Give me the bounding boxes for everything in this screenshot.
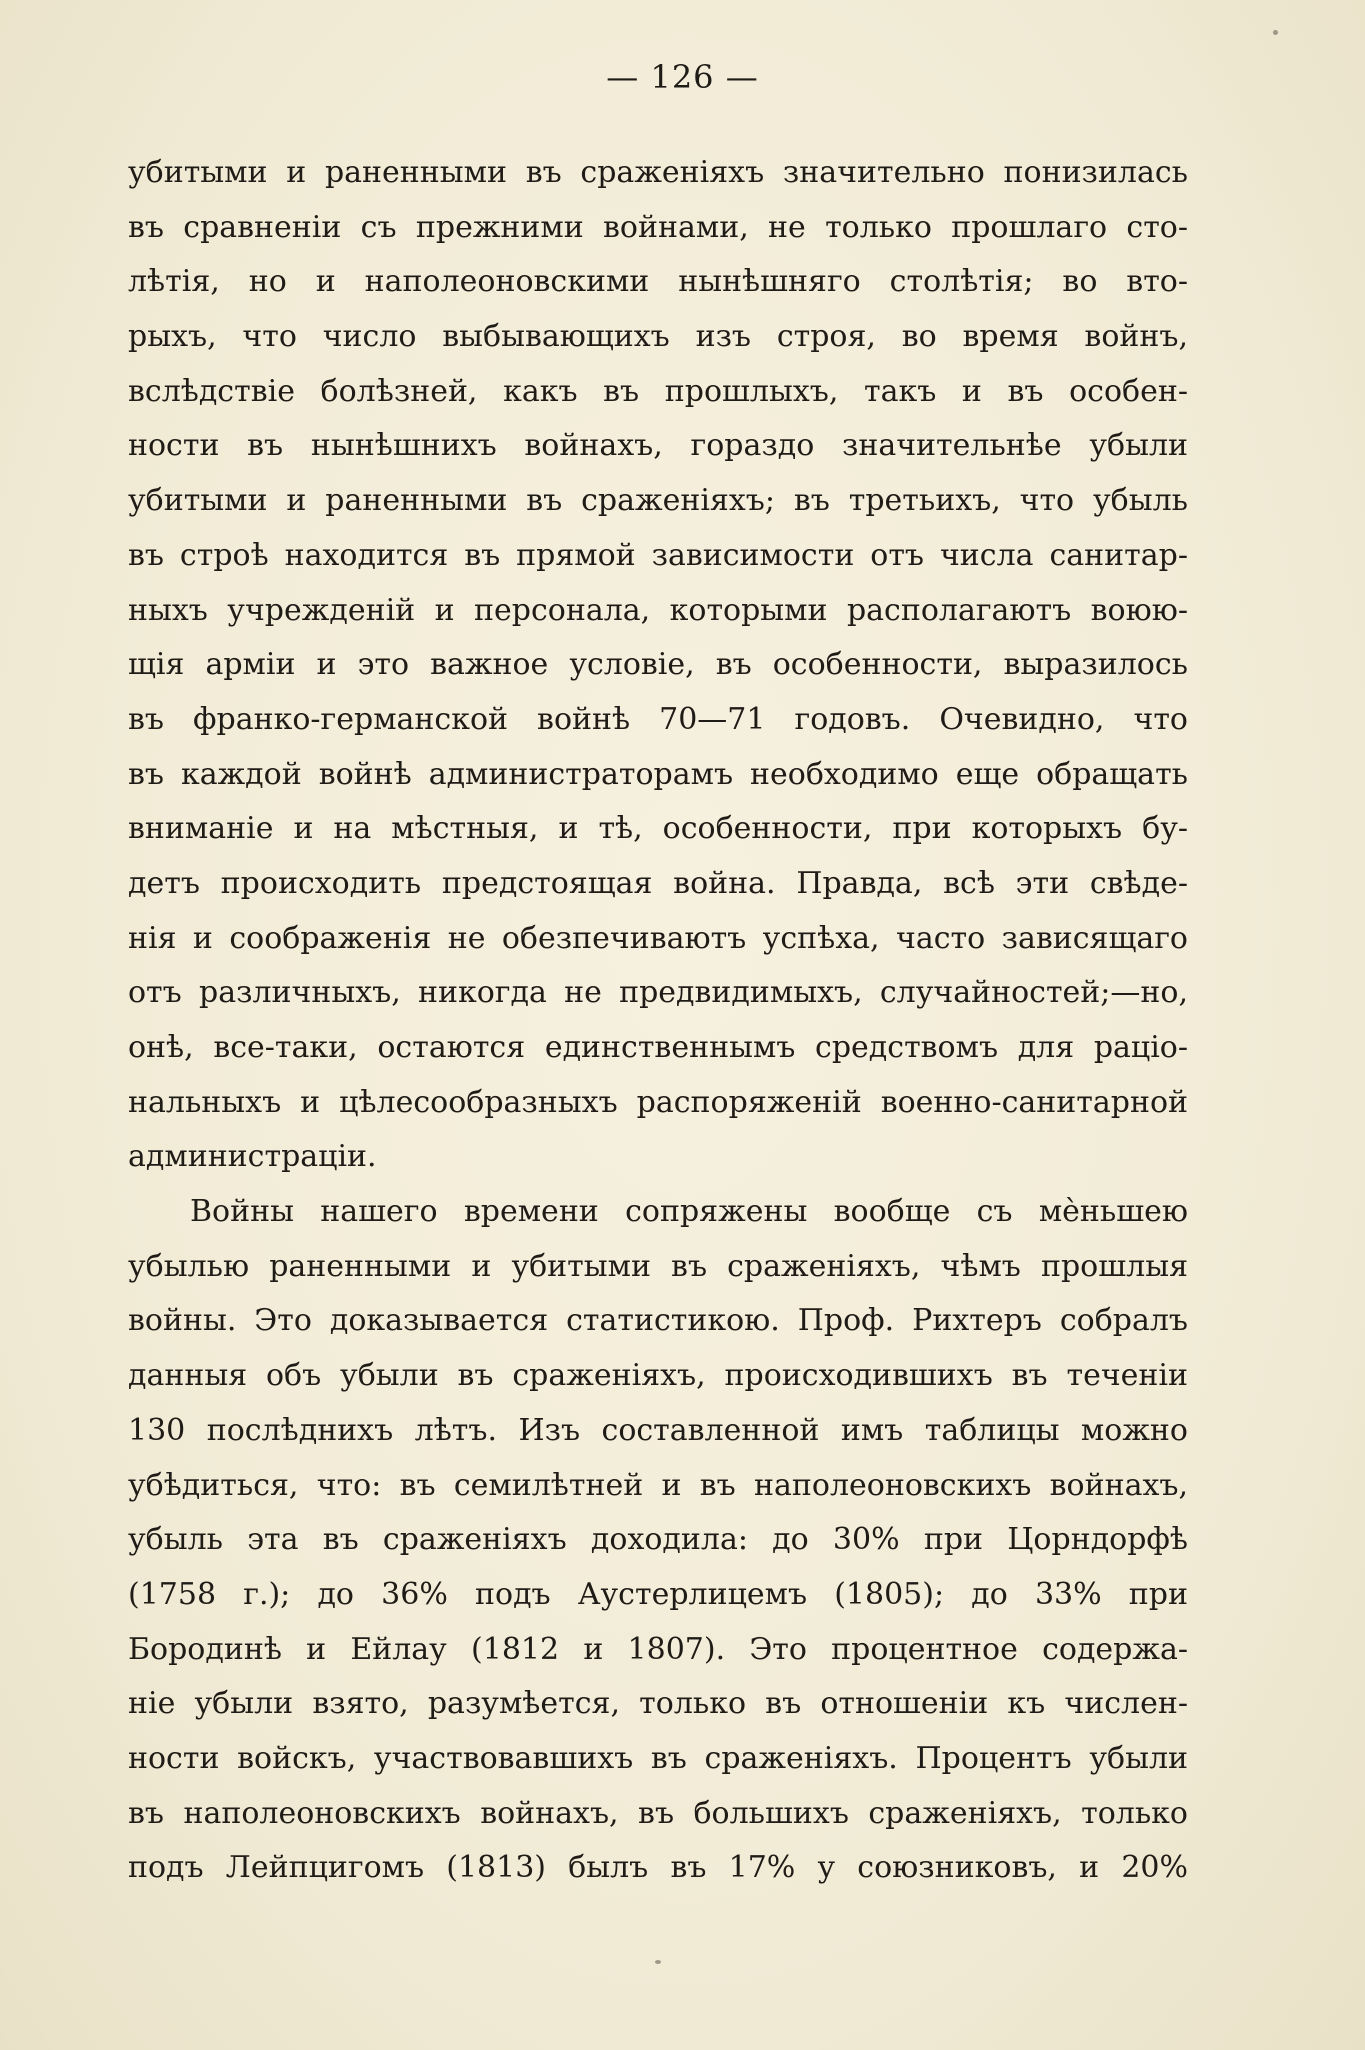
- text-line: убылью раненными и убитыми въ сраженіяхъ, чѣмъ прошлыя: [128, 1248, 1188, 1284]
- paragraph-1: [128, 146, 1188, 1185]
- text-line: щія арміи и это важное условіе, въ особенности, выразилось: [128, 647, 1188, 683]
- paragraph-2: [128, 1185, 1188, 1896]
- text-line: убыль эта въ сраженіяхъ доходила: до 30% при Цорндорфѣ: [128, 1522, 1188, 1558]
- text-line: (1758 г.); до 36% подъ Аустерлицемъ (1805); до 33% при: [128, 1576, 1188, 1612]
- text-line: данныя объ убыли въ сраженіяхъ, происходившихъ въ теченіи: [128, 1358, 1188, 1394]
- text-line: Бородинѣ и Ейлау (1812 и 1807). Это процентное содержа-: [128, 1631, 1188, 1667]
- paper-speck: [655, 1960, 661, 1964]
- text-line: нія и соображенія не обезпечиваютъ успѣха, часто зависящаго: [128, 920, 1188, 956]
- text-line: лѣтія, но и наполеоновскими нынѣшняго столѣтія; во вто-: [128, 264, 1188, 300]
- text-line: въ сравненіи съ прежними войнами, не только прошлаго сто-: [128, 209, 1188, 245]
- text-line: ности въ нынѣшнихъ войнахъ, гораздо значительнѣе убыли: [128, 428, 1188, 464]
- page-number: — 126 —: [606, 58, 759, 96]
- text-line: администраціи.: [128, 1139, 377, 1175]
- paper-speck: [1273, 30, 1278, 35]
- text-line: рыхъ, что число выбывающихъ изъ строя, во время войнъ,: [128, 319, 1188, 355]
- text-line: онѣ, все-таки, остаются единственнымъ средствомъ для раціо-: [128, 1030, 1188, 1065]
- text-line: вниманіе и на мѣстныя, и тѣ, особенности, при которыхъ бу-: [128, 811, 1188, 847]
- text-line: въ наполеоновскихъ войнахъ, въ большихъ сраженіяхъ, только: [128, 1795, 1188, 1831]
- text-line: убитыми и раненными въ сраженіяхъ; въ третьихъ, что убыль: [128, 483, 1188, 519]
- text-line: убѣдиться, что: въ семилѣтней и въ наполеоновскихъ войнахъ,: [128, 1467, 1188, 1503]
- text-line: ніе убыли взято, разумѣется, только въ отношеніи къ числен-: [128, 1686, 1188, 1722]
- text-line: ныхъ учрежденій и персонала, которыми располагаютъ воюю-: [128, 592, 1188, 628]
- text-line: Войны нашего времени сопряжены вообще съ мѐньшею: [190, 1194, 1188, 1230]
- text-line: войны. Это доказывается статистикою. Проф. Рихтеръ собралъ: [128, 1303, 1188, 1339]
- text-line: въ каждой войнѣ администраторамъ необходимо еще обращать: [128, 756, 1188, 792]
- text-line: 130 послѣднихъ лѣтъ. Изъ составленной имъ таблицы можно: [128, 1412, 1188, 1448]
- body-text: [128, 146, 1188, 1896]
- text-line: убитыми и раненными въ сраженіяхъ значительно понизилась: [128, 155, 1188, 190]
- text-line: въ строѣ находится въ прямой зависимости отъ числа санитар-: [128, 537, 1188, 573]
- text-line: ности войскъ, участвовавшихъ въ сраженіяхъ. Процентъ убыли: [128, 1740, 1188, 1776]
- text-line: подъ Лейпцигомъ (1813) былъ въ 17% у союзниковъ, и 20%: [128, 1850, 1188, 1886]
- text-line: вслѣдствіе болѣзней, какъ въ прошлыхъ, такъ и въ особен-: [128, 373, 1188, 409]
- text-line: детъ происходить предстоящая война. Правда, всѣ эти свѣде-: [128, 865, 1188, 901]
- text-line: отъ различныхъ, никогда не предвидимыхъ, случайностей;—но,: [128, 975, 1188, 1011]
- text-line: въ франко-германской войнѣ 70—71 годовъ. Очевидно, что: [128, 701, 1188, 737]
- text-line: нальныхъ и цѣлесообразныхъ распоряженій военно-санитарной: [128, 1084, 1188, 1120]
